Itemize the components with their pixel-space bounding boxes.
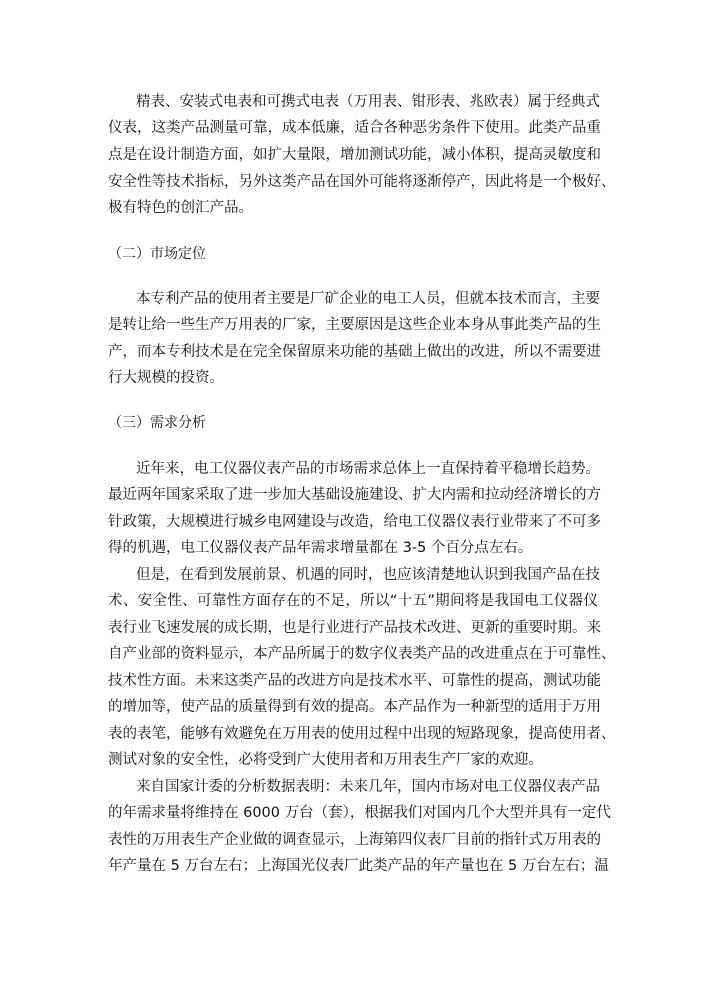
- paragraph-line: 的增加等，使产品的质量得到有效的提高。本产品作为一种新型的适用于万用: [108, 699, 601, 715]
- paragraph-line: 术、安全性、可靠性方面存在的不足，所以“十五”期间将是我国电工仪器仪: [108, 593, 598, 609]
- paragraph-line: 测试对象的安全性，必将受到广大使用者和万用表生产厂家的欢迎。: [108, 752, 543, 768]
- paragraph-line: 技术性方面。未来这类产品的改进方向是技术水平、可靠性的提高，测试功能: [108, 673, 601, 689]
- paragraph-line: 得的机遇，电工仪器仪表产品年需求增量都在 3-5 个百分点左右。: [108, 540, 533, 556]
- paragraph-line: 产，而本专利技术是在完全保留原来功能的基础上做出的改进，所以不需要进: [108, 344, 601, 360]
- paragraph-line: 近年来，电工仪器仪表产品的市场需求总体上一直保持着平稳增长趋势。: [136, 461, 600, 477]
- paragraph-line: 最近两年国家采取了进一步加大基础设施建设、扩大内需和拉动经济增长的方: [108, 487, 601, 503]
- paragraph-line: 但是，在看到发展前景、机遇的同时，也应该清楚地认识到我国产品在技: [136, 567, 600, 583]
- paragraph-line: 表的表笔，能够有效避免在万用表的使用过程中出现的短路现象，提高使用者、: [108, 726, 616, 742]
- paragraph-line: 点是在设计制造方面，如扩大量限，增加测试功能，减小体积，提高灵敏度和: [108, 147, 601, 163]
- document-body: [108, 0, 616, 994]
- paragraph-line: 精表、安装式电表和可携式电表（万用表、钳形表、兆欧表）属于经典式: [136, 94, 600, 110]
- paragraph-line: 自产业部的资料显示，本产品所属于的数字仪表类产品的改进重点在于可靠性、: [108, 646, 616, 662]
- paragraph-line: 是转让给一些生产万用表的厂家，主要原因是这些企业本身从事此类产品的生: [108, 317, 601, 333]
- paragraph-line: 表行业飞速发展的成长期，也是行业进行产品技术改进、更新的重要时期。来: [108, 620, 601, 636]
- paragraph-line: 的年需求量将维持在 6000 万台（套），根据我们对国内几个大型并具有一定代: [108, 805, 611, 821]
- paragraph-line: 表性的万用表生产企业做的调查显示，上海第四仪表厂目前的指针式万用表的: [108, 832, 601, 848]
- section-heading-market-positioning: （二）市场定位: [108, 246, 206, 262]
- paragraph-line: 行大规模的投资。: [108, 370, 224, 386]
- section-heading-demand-analysis: （三）需求分析: [108, 415, 206, 431]
- paragraph-line: 本专利产品的使用者主要是厂矿企业的电工人员，但就本技术而言，主要: [136, 291, 600, 307]
- paragraph-line: 安全性等技术指标，另外这类产品在国外可能将逐渐停产，因此将是一个极好、: [108, 174, 616, 190]
- paragraph-line: 仪表，这类产品测量可靠，成本低廉，适合各种恶劣条件下使用。此类产品重: [108, 120, 601, 136]
- paragraph-line: 来自国家计委的分析数据表明：未来几年，国内市场对电工仪器仪表产品: [136, 779, 600, 795]
- paragraph-line: 针政策，大规模进行城乡电网建设与改造，给电工仪器仪表行业带来了不可多: [108, 514, 601, 530]
- paragraph-line: 年产量在 5 万台左右；上海国光仪表厂此类产品的年产量也在 5 万台左右；温: [108, 858, 609, 874]
- paragraph-line: 极有特色的创汇产品。: [108, 200, 253, 216]
